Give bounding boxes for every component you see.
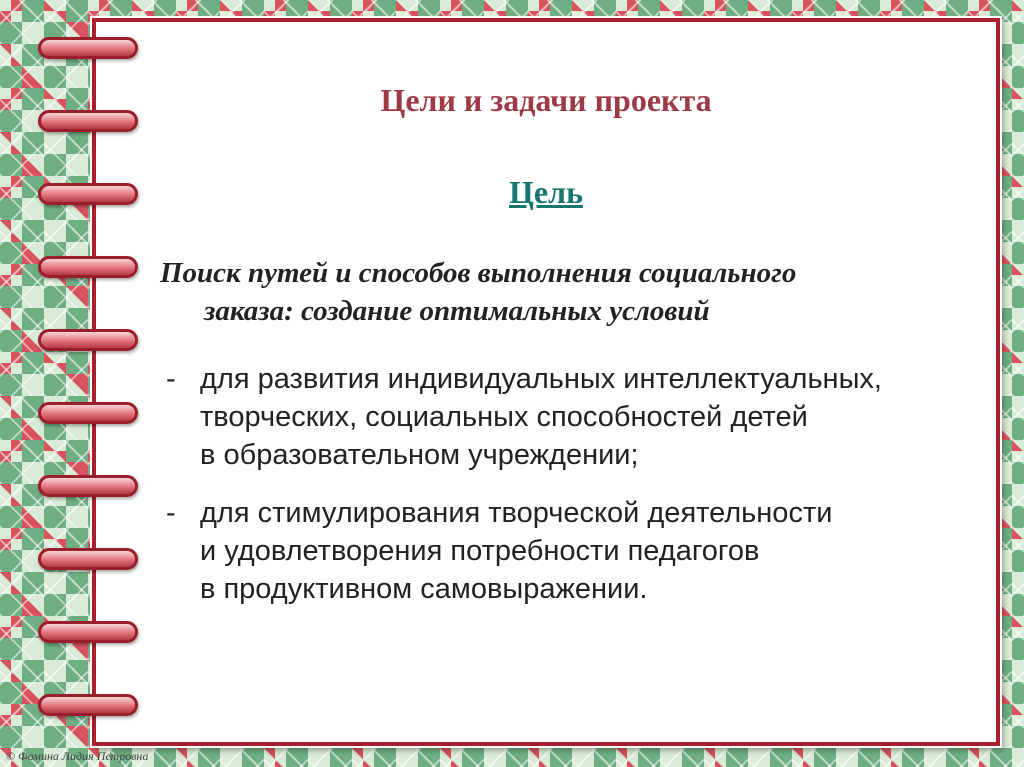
binder-ring [38,110,138,132]
binder-ring [38,183,138,205]
slide-subtitle: Цель [509,174,583,210]
goal-statement [160,254,920,330]
binder-ring [38,256,138,278]
binder-ring [38,694,138,716]
slide-frame [92,18,1000,746]
slide-title: Цели и задачи проекта [380,82,712,118]
bullet-line: творческих, социальных способностей детей [200,401,808,433]
bullet-dash: - [166,497,176,529]
binder-ring [38,37,138,59]
binder-ring [38,402,138,424]
bullet-line: для стимулирования творческой деятельности [200,497,833,529]
bullet-line: в продуктивном самовыражении. [200,573,648,605]
binder-ring [38,329,138,351]
bullet-line: в образовательном учреждении; [200,439,639,471]
bullet-item-1 [160,360,960,474]
binder-ring [38,548,138,570]
goal-line-1: Поиск путей и способов выполнения социального [160,257,797,289]
binder-ring [38,475,138,497]
bullet-line: для развития индивидуальных интеллектуальных, [200,363,882,395]
bullet-line: и удовлетворения потребности педагогов [200,535,760,567]
bullet-dash: - [166,363,176,395]
binder-ring [38,621,138,643]
copyright-signature: © Фомина Лидия Петровна [6,749,149,763]
bullet-item-2 [160,494,960,608]
goal-line-2: заказа: создание оптимальных условий [204,295,710,327]
